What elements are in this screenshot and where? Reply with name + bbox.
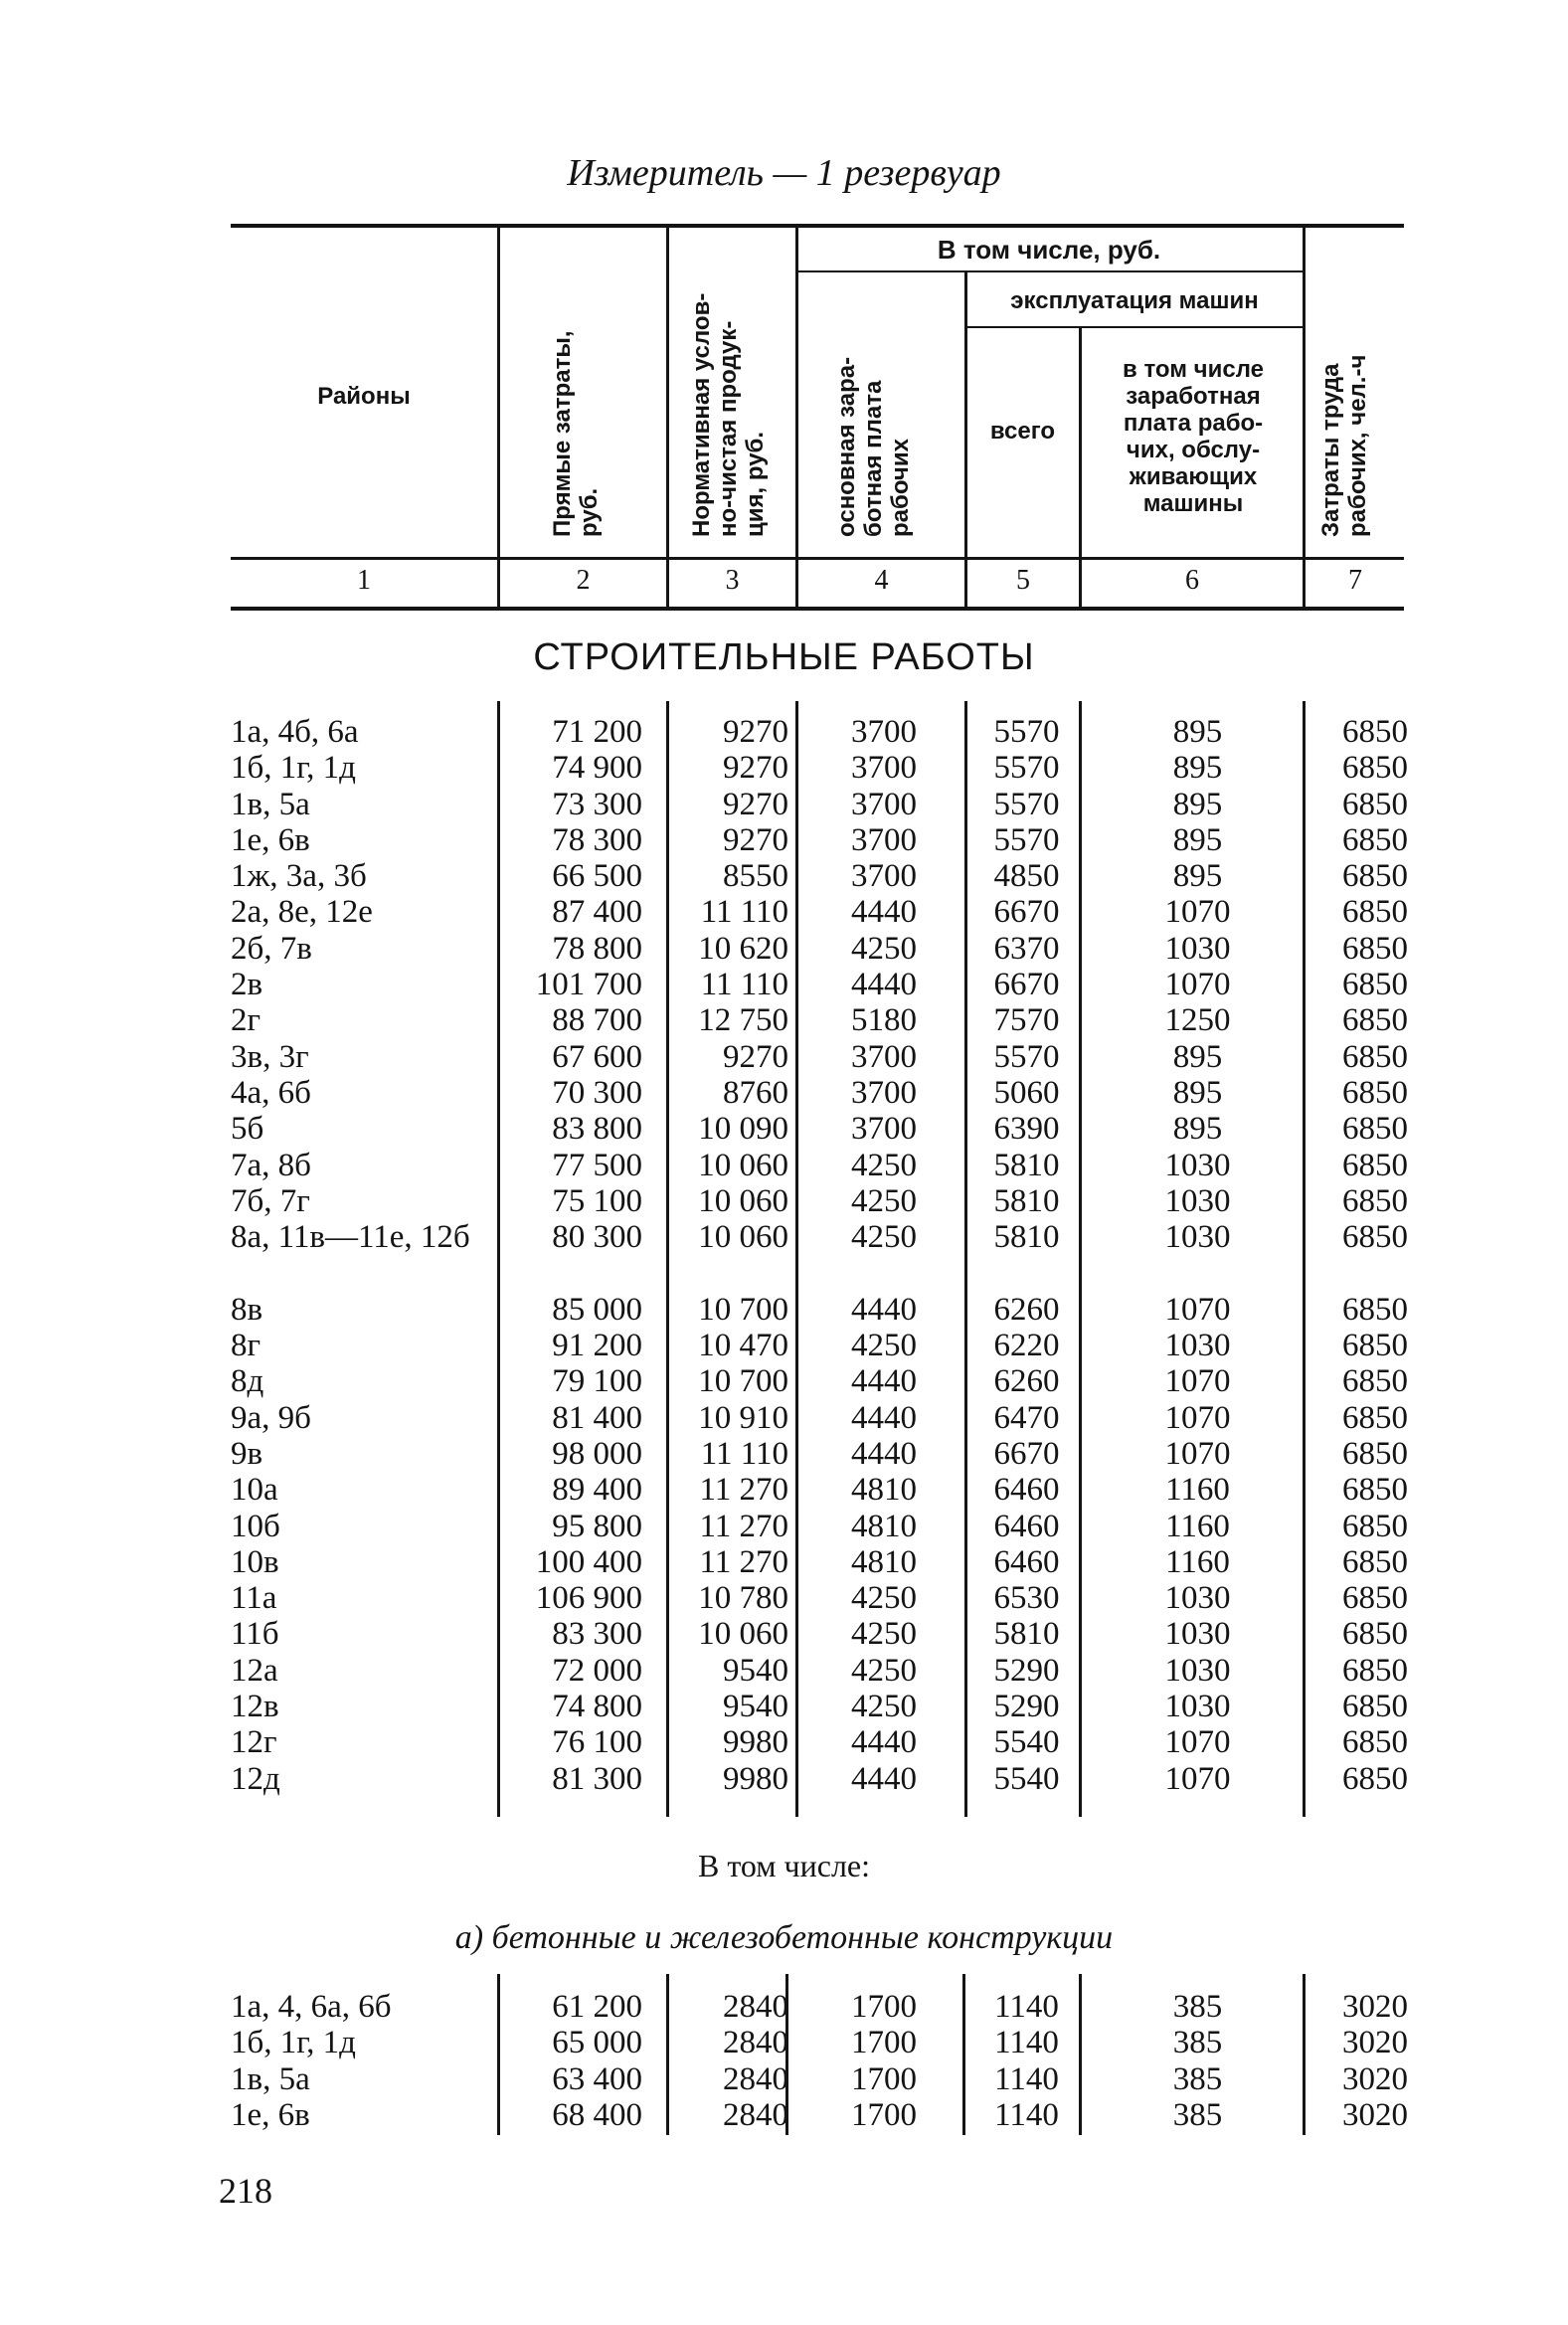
cell-region: 12д <box>231 1760 280 1797</box>
cell-direct: 61 200 <box>552 1989 642 2025</box>
cell-labor: 6850 <box>1342 786 1408 822</box>
cell-wage: 4440 <box>851 1399 917 1436</box>
cell-region: 1ж, 3а, 3б <box>231 858 367 895</box>
cell-region: 12а <box>231 1652 278 1689</box>
cell-total: 5540 <box>993 1724 1060 1761</box>
cell-direct: 77 500 <box>552 1147 642 1183</box>
cell-direct: 68 400 <box>552 2096 642 2133</box>
cell-wage: 4250 <box>851 1580 917 1617</box>
cell-wage: 4810 <box>851 1508 917 1544</box>
header-divider <box>1303 228 1306 608</box>
cell-direct: 89 400 <box>552 1472 642 1509</box>
cell-norm: 10 060 <box>698 1182 788 1219</box>
cell-total: 6530 <box>993 1580 1060 1617</box>
cell-labor: 6850 <box>1342 1760 1408 1797</box>
cell-wage: 3700 <box>851 750 917 787</box>
cell-direct: 65 000 <box>552 2025 642 2061</box>
cell-direct: 88 700 <box>552 1002 642 1039</box>
table-row <box>0 1616 1568 1652</box>
cell-total: 6670 <box>993 967 1060 1003</box>
cell-labor: 6850 <box>1342 1689 1408 1725</box>
cell-labor: 6850 <box>1342 1291 1408 1328</box>
cell-region: 9в <box>231 1435 263 1472</box>
cell-labor: 6850 <box>1342 1652 1408 1689</box>
cell-direct: 75 100 <box>552 1182 642 1219</box>
cell-direct: 106 900 <box>535 1580 642 1617</box>
cell-total: 5540 <box>993 1760 1060 1797</box>
cell-norm: 2840 <box>723 2060 788 2097</box>
cell-mwage: 1070 <box>1164 1724 1231 1761</box>
cell-norm: 9270 <box>723 1038 788 1075</box>
column-number: 2 <box>576 565 591 596</box>
cell-mwage: 1030 <box>1164 1219 1231 1256</box>
cell-norm: 11 270 <box>699 1508 788 1544</box>
table-row <box>0 931 1568 967</box>
cell-mwage: 1030 <box>1164 1328 1231 1364</box>
table-row <box>0 750 1568 786</box>
cell-total: 6460 <box>993 1472 1060 1509</box>
cell-norm: 10 780 <box>698 1580 788 1617</box>
cell-wage: 4250 <box>851 1616 917 1653</box>
table-row <box>0 1509 1568 1544</box>
cell-labor: 6850 <box>1342 1111 1408 1148</box>
cell-total: 6390 <box>993 1111 1060 1148</box>
header-normative-output: Нормативная услов- но-чистая продук- ция, руб. <box>688 292 769 537</box>
cell-mwage: 895 <box>1172 821 1223 858</box>
cell-labor: 3020 <box>1342 1989 1408 2025</box>
cell-wage: 3700 <box>851 1074 917 1111</box>
cell-direct: 80 300 <box>552 1219 642 1256</box>
header-machine-total: всего <box>989 418 1056 445</box>
cell-total: 5570 <box>993 821 1060 858</box>
cell-wage: 3700 <box>851 1038 917 1075</box>
header-divider <box>795 228 798 608</box>
cell-region: 1е, 6в <box>231 821 310 858</box>
table-row <box>0 967 1568 1002</box>
cell-region: 2б, 7в <box>231 930 312 967</box>
cell-total: 5570 <box>993 714 1060 750</box>
table-row <box>0 894 1568 930</box>
cell-norm: 2840 <box>723 2096 788 2133</box>
cell-labor: 6850 <box>1342 930 1408 967</box>
cell-region: 8а, 11в—11е, 12б <box>231 1219 470 1256</box>
cell-wage: 1700 <box>851 2025 917 2061</box>
cell-wage: 4440 <box>851 1363 917 1400</box>
header-regions: Районы <box>317 383 411 410</box>
cell-wage: 5180 <box>851 1002 917 1039</box>
cell-total: 4850 <box>993 858 1060 895</box>
cell-region: 1а, 4, 6а, 6б <box>231 1989 392 2025</box>
cell-wage: 3700 <box>851 786 917 822</box>
cell-norm: 10 700 <box>698 1291 788 1328</box>
cell-mwage: 1160 <box>1165 1543 1230 1580</box>
numbers-bottom-rule <box>231 607 1404 611</box>
table-row <box>0 858 1568 894</box>
cell-wage: 1700 <box>851 2060 917 2097</box>
cell-direct: 98 000 <box>552 1435 642 1472</box>
cell-norm: 2840 <box>723 2025 788 2061</box>
cell-wage: 4810 <box>851 1472 917 1509</box>
cell-norm: 10 910 <box>698 1399 788 1436</box>
cell-labor: 6850 <box>1342 1038 1408 1075</box>
header-divider <box>497 228 500 608</box>
cell-total: 5570 <box>993 786 1060 822</box>
cell-total: 5060 <box>993 1074 1060 1111</box>
cell-wage: 4440 <box>851 1724 917 1761</box>
subsection-intro: В том числе: <box>697 1848 871 1883</box>
cell-norm: 10 470 <box>698 1328 788 1364</box>
table-row <box>0 822 1568 858</box>
cell-region: 12г <box>231 1724 277 1761</box>
cell-total: 6460 <box>993 1508 1060 1544</box>
cell-wage: 4250 <box>851 1219 917 1256</box>
cell-region: 12в <box>231 1689 279 1725</box>
cell-mwage: 1070 <box>1164 894 1231 931</box>
cell-region: 2в <box>231 967 263 1003</box>
table-row <box>0 1472 1568 1508</box>
group-rule <box>795 270 1303 272</box>
cell-mwage: 895 <box>1172 858 1223 895</box>
table-row <box>0 1580 1568 1616</box>
cell-norm: 9270 <box>723 750 788 787</box>
table-row <box>0 1292 1568 1328</box>
cell-direct: 95 800 <box>552 1508 642 1544</box>
cell-norm: 9270 <box>723 786 788 822</box>
header-direct-costs: Прямые затраты, руб. <box>549 330 603 537</box>
cell-region: 1е, 6в <box>231 2096 310 2133</box>
cell-norm: 9980 <box>723 1724 788 1761</box>
cell-labor: 6850 <box>1342 1219 1408 1256</box>
cell-labor: 6850 <box>1342 1002 1408 1039</box>
cell-total: 6670 <box>993 894 1060 931</box>
table-row <box>0 1544 1568 1580</box>
cell-norm: 9270 <box>723 714 788 750</box>
cell-wage: 3700 <box>851 1111 917 1148</box>
cell-mwage: 1070 <box>1164 1760 1231 1797</box>
table-row <box>0 1689 1568 1724</box>
table-row <box>0 714 1568 750</box>
header-divider <box>666 228 669 608</box>
cell-norm: 10 060 <box>698 1219 788 1256</box>
cell-direct: 74 900 <box>552 750 642 787</box>
cell-labor: 6850 <box>1342 1363 1408 1400</box>
cell-region: 11а <box>231 1580 277 1617</box>
cell-wage: 4440 <box>851 1760 917 1797</box>
header-group-including: В том числе, руб. <box>937 235 1161 265</box>
cell-direct: 73 300 <box>552 786 642 822</box>
cell-region: 10а <box>231 1472 278 1509</box>
table-row <box>0 1328 1568 1363</box>
cell-labor: 3020 <box>1342 2025 1408 2061</box>
cell-norm: 11 270 <box>699 1543 788 1580</box>
cell-total: 1140 <box>994 1989 1059 2025</box>
table-row <box>0 1002 1568 1038</box>
cell-total: 5810 <box>993 1616 1060 1653</box>
table-row <box>0 787 1568 822</box>
cell-wage: 4440 <box>851 894 917 931</box>
cell-norm: 10 620 <box>698 930 788 967</box>
cell-norm: 12 750 <box>698 1002 788 1039</box>
cell-mwage: 1030 <box>1164 1580 1231 1617</box>
header-bottom-rule <box>231 557 1404 560</box>
cell-direct: 74 800 <box>552 1689 642 1725</box>
cell-labor: 6850 <box>1342 1508 1408 1544</box>
column-number: 6 <box>1185 565 1199 596</box>
cell-labor: 6850 <box>1342 750 1408 787</box>
cell-norm: 2840 <box>723 1989 788 2025</box>
cell-wage: 4250 <box>851 1328 917 1364</box>
header-machine-operation: эксплуатация машин <box>1010 287 1259 314</box>
cell-direct: 72 000 <box>552 1652 642 1689</box>
cell-wage: 1700 <box>851 1989 917 2025</box>
cell-labor: 6850 <box>1342 1074 1408 1111</box>
cell-norm: 8760 <box>723 1074 788 1111</box>
cell-mwage: 1030 <box>1164 1616 1231 1653</box>
cell-total: 6370 <box>993 930 1060 967</box>
cell-direct: 83 300 <box>552 1616 642 1653</box>
cell-norm: 10 090 <box>698 1111 788 1148</box>
cell-norm: 9270 <box>723 821 788 858</box>
cell-mwage: 385 <box>1172 2060 1223 2097</box>
cell-total: 5570 <box>993 1038 1060 1075</box>
concrete-rows <box>0 1989 1568 2133</box>
cell-direct: 91 200 <box>552 1328 642 1364</box>
cell-norm: 10 060 <box>698 1616 788 1653</box>
cell-labor: 6850 <box>1342 1472 1408 1509</box>
cell-total: 5290 <box>993 1652 1060 1689</box>
cell-wage: 4250 <box>851 1147 917 1183</box>
cell-norm: 11 110 <box>700 894 788 931</box>
cell-mwage: 1250 <box>1164 1002 1231 1039</box>
cell-mwage: 385 <box>1172 2096 1223 2133</box>
cell-region: 1б, 1г, 1д <box>231 750 356 787</box>
cell-region: 8г <box>231 1328 261 1364</box>
cell-wage: 4250 <box>851 1182 917 1219</box>
cell-wage: 4810 <box>851 1543 917 1580</box>
cell-norm: 9540 <box>723 1652 788 1689</box>
cell-total: 6460 <box>993 1543 1060 1580</box>
cell-labor: 6850 <box>1342 1724 1408 1761</box>
cell-region: 7а, 8б <box>231 1147 311 1183</box>
cell-direct: 78 300 <box>552 821 642 858</box>
cell-region: 11б <box>231 1616 279 1653</box>
cell-mwage: 1070 <box>1164 967 1231 1003</box>
cell-labor: 6850 <box>1342 1580 1408 1617</box>
page-number: 218 <box>219 2171 272 2211</box>
cell-mwage: 1030 <box>1164 1652 1231 1689</box>
table-row <box>0 2097 1568 2133</box>
header-labor-costs: Затраты труда рабочих, чел.-ч <box>1317 354 1371 537</box>
cell-norm: 8550 <box>723 858 788 895</box>
column-number: 1 <box>357 565 371 596</box>
cell-mwage: 1070 <box>1164 1435 1231 1472</box>
cell-total: 6470 <box>993 1399 1060 1436</box>
cell-region: 1в, 5а <box>231 2060 310 2097</box>
cell-direct: 78 800 <box>552 930 642 967</box>
cell-direct: 70 300 <box>552 1074 642 1111</box>
table-row <box>0 1436 1568 1472</box>
cell-norm: 9980 <box>723 1760 788 1797</box>
cell-direct: 71 200 <box>552 714 642 750</box>
cell-mwage: 1030 <box>1164 1182 1231 1219</box>
table-row <box>0 1219 1568 1292</box>
cell-norm: 9540 <box>723 1689 788 1725</box>
cell-wage: 4250 <box>851 1689 917 1725</box>
cell-wage: 3700 <box>851 714 917 750</box>
subgroup-rule <box>964 326 1303 328</box>
cell-labor: 6850 <box>1342 894 1408 931</box>
cell-wage: 4250 <box>851 930 917 967</box>
cell-mwage: 385 <box>1172 2025 1223 2061</box>
header-machine-wage: в том числе заработная плата рабо-чих, обслу-живающих машины <box>1123 356 1264 517</box>
cell-direct: 81 400 <box>552 1399 642 1436</box>
table-row <box>0 2061 1568 2097</box>
cell-labor: 6850 <box>1342 967 1408 1003</box>
cell-mwage: 895 <box>1172 750 1223 787</box>
cell-total: 5810 <box>993 1182 1060 1219</box>
cell-labor: 6850 <box>1342 1435 1408 1472</box>
header-base-wage: основная зара- ботная плата рабочих <box>833 356 914 537</box>
cell-total: 6670 <box>993 1435 1060 1472</box>
cell-region: 10в <box>231 1543 279 1580</box>
cell-wage: 4440 <box>851 1435 917 1472</box>
cell-region: 9а, 9б <box>231 1399 311 1436</box>
cell-total: 1140 <box>994 2096 1059 2133</box>
cell-mwage: 1030 <box>1164 930 1231 967</box>
table-row <box>0 1653 1568 1689</box>
cell-wage: 4250 <box>851 1652 917 1689</box>
cell-labor: 3020 <box>1342 2060 1408 2097</box>
cell-total: 5290 <box>993 1689 1060 1725</box>
cell-labor: 3020 <box>1342 2096 1408 2133</box>
cell-wage: 3700 <box>851 858 917 895</box>
cell-direct: 87 400 <box>552 894 642 931</box>
cell-wage: 3700 <box>851 821 917 858</box>
cell-region: 2г <box>231 1002 261 1039</box>
cell-region: 1б, 1г, 1д <box>231 2025 356 2061</box>
cell-mwage: 1160 <box>1165 1472 1230 1509</box>
cell-mwage: 895 <box>1172 786 1223 822</box>
cell-total: 6220 <box>993 1328 1060 1364</box>
column-number: 5 <box>1016 565 1030 596</box>
cell-norm: 10 700 <box>698 1363 788 1400</box>
cell-mwage: 895 <box>1172 714 1223 750</box>
cell-direct: 81 300 <box>552 1760 642 1797</box>
cell-labor: 6850 <box>1342 1328 1408 1364</box>
cell-mwage: 1030 <box>1164 1147 1231 1183</box>
cell-labor: 6850 <box>1342 858 1408 895</box>
cell-region: 10б <box>231 1508 280 1544</box>
cell-region: 2а, 8е, 12е <box>231 894 373 931</box>
cell-mwage: 895 <box>1172 1111 1223 1148</box>
table-row <box>0 1761 1568 1797</box>
cell-direct: 76 100 <box>552 1724 642 1761</box>
cell-mwage: 1070 <box>1164 1291 1231 1328</box>
cell-mwage: 1070 <box>1164 1399 1231 1436</box>
cell-direct: 83 800 <box>552 1111 642 1148</box>
cell-total: 7570 <box>993 1002 1060 1039</box>
cell-direct: 63 400 <box>552 2060 642 2097</box>
cell-mwage: 895 <box>1172 1038 1223 1075</box>
cell-direct: 66 500 <box>552 858 642 895</box>
cell-direct: 85 000 <box>552 1291 642 1328</box>
cell-region: 5б <box>231 1111 264 1148</box>
cell-wage: 4440 <box>851 967 917 1003</box>
cell-labor: 6850 <box>1342 1616 1408 1653</box>
cell-total: 1140 <box>994 2025 1059 2061</box>
header-top-rule <box>231 224 1404 228</box>
cell-norm: 11 110 <box>700 967 788 1003</box>
cell-total: 5810 <box>993 1147 1060 1183</box>
cell-direct: 101 700 <box>535 967 642 1003</box>
cell-region: 4а, 6б <box>231 1074 311 1111</box>
table-row <box>0 2025 1568 2060</box>
cell-labor: 6850 <box>1342 714 1408 750</box>
cell-total: 6260 <box>993 1291 1060 1328</box>
cell-region: 8в <box>231 1291 263 1328</box>
cell-region: 1в, 5а <box>231 786 310 822</box>
table-row <box>0 1363 1568 1399</box>
cell-direct: 67 600 <box>552 1038 642 1075</box>
cell-direct: 100 400 <box>535 1543 642 1580</box>
cell-total: 1140 <box>994 2060 1059 2097</box>
column-number: 3 <box>725 565 740 596</box>
cell-labor: 6850 <box>1342 821 1408 858</box>
cell-wage: 4440 <box>851 1291 917 1328</box>
cell-total: 5570 <box>993 750 1060 787</box>
table-row <box>0 1039 1568 1075</box>
table-row <box>0 1148 1568 1183</box>
cell-norm: 10 060 <box>698 1147 788 1183</box>
table-row <box>0 1400 1568 1436</box>
cell-mwage: 1070 <box>1164 1363 1231 1400</box>
cell-direct: 79 100 <box>552 1363 642 1400</box>
cell-region: 3в, 3г <box>231 1038 309 1075</box>
cell-labor: 6850 <box>1342 1399 1408 1436</box>
table-row <box>0 1075 1568 1111</box>
cell-labor: 6850 <box>1342 1543 1408 1580</box>
cell-mwage: 1160 <box>1165 1508 1230 1544</box>
cell-mwage: 1030 <box>1164 1689 1231 1725</box>
column-number: 7 <box>1348 565 1362 596</box>
cell-labor: 6850 <box>1342 1182 1408 1219</box>
cell-region: 1а, 4б, 6а <box>231 714 359 750</box>
section-title: СТРОИТЕЛЬНЫЕ РАБОТЫ <box>533 636 1035 678</box>
column-number: 4 <box>874 565 889 596</box>
table-row <box>0 1989 1568 2025</box>
cell-wage: 1700 <box>851 2096 917 2133</box>
cell-norm: 11 270 <box>699 1472 788 1509</box>
table-row <box>0 1724 1568 1760</box>
cell-mwage: 385 <box>1172 1989 1223 2025</box>
table-row <box>0 1183 1568 1219</box>
table-caption: Измеритель — 1 резервуар <box>567 152 1001 194</box>
cell-mwage: 895 <box>1172 1074 1223 1111</box>
subsection-title: а) бетонные и железобетонные конструкции <box>454 1919 1114 1956</box>
cell-total: 6260 <box>993 1363 1060 1400</box>
table-row <box>0 1111 1568 1147</box>
cell-norm: 11 110 <box>700 1435 788 1472</box>
construction-rows <box>0 714 1568 1797</box>
cell-region: 7б, 7г <box>231 1182 310 1219</box>
cell-labor: 6850 <box>1342 1147 1408 1183</box>
cell-total: 5810 <box>993 1219 1060 1256</box>
cell-region: 8д <box>231 1363 264 1400</box>
